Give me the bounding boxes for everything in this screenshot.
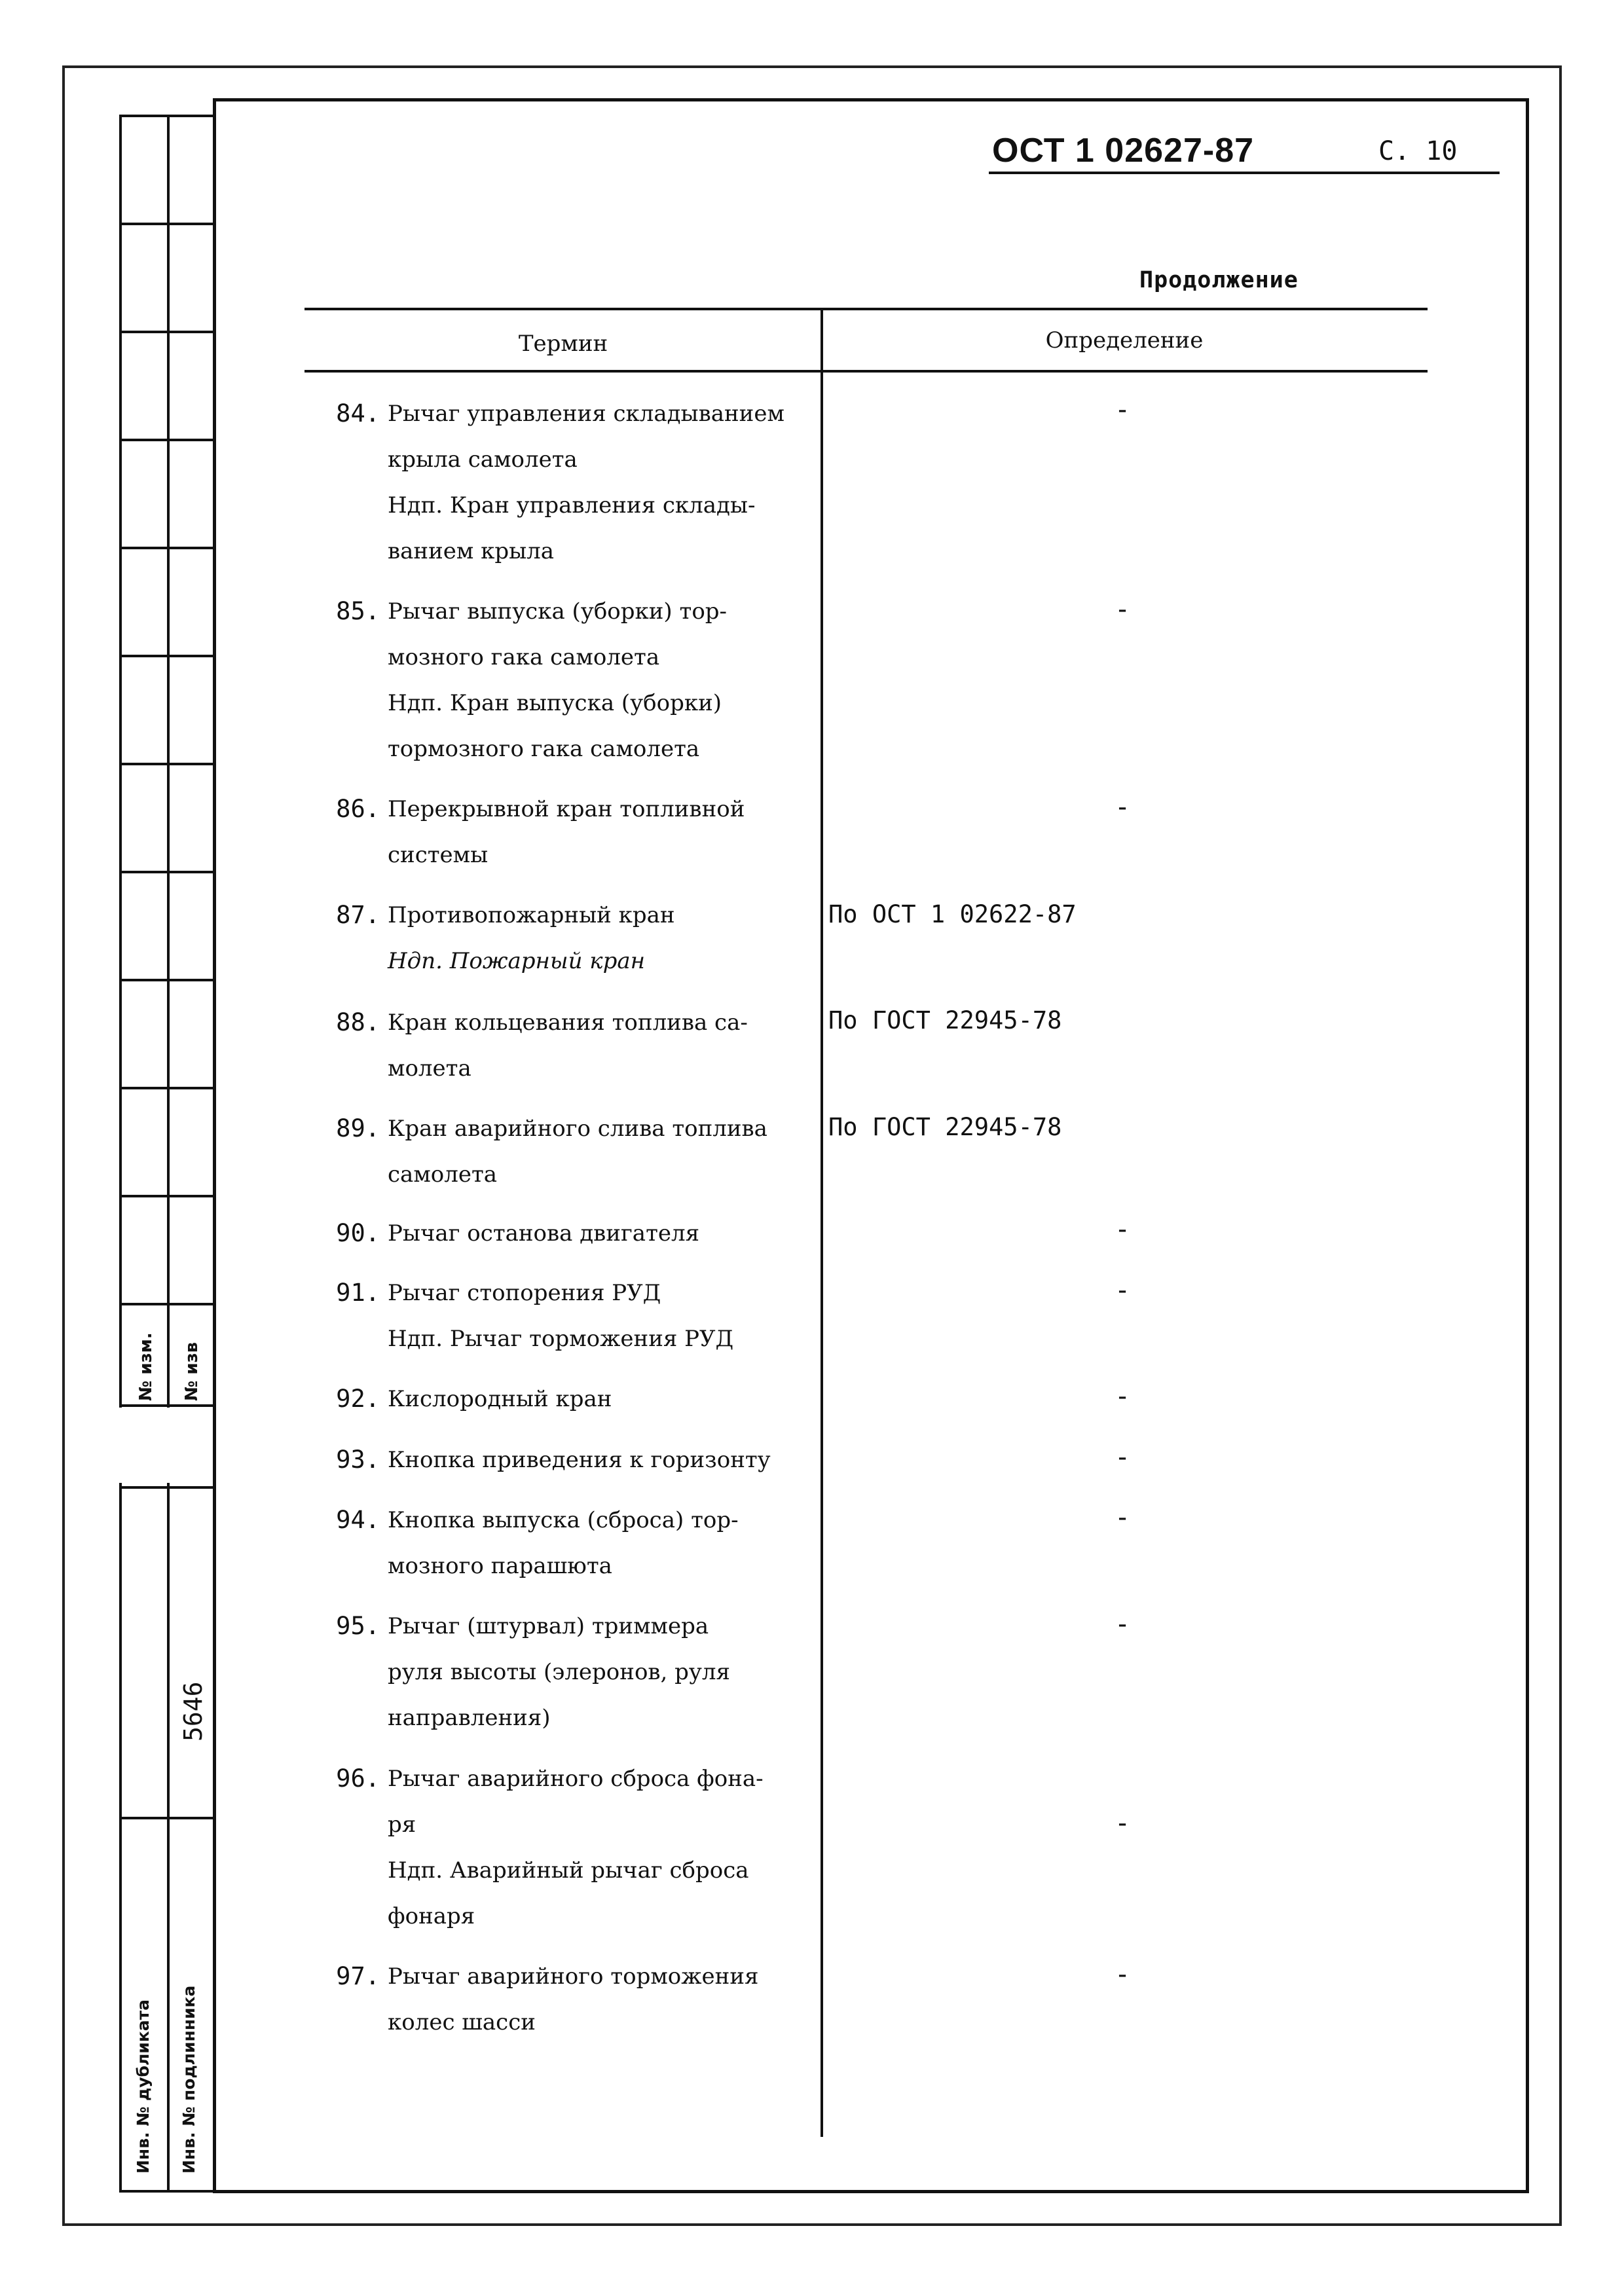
column-header-definition: Определение [1045,327,1204,354]
term-number: 90. [336,1219,380,1247]
term-line: Рычаг останова двигателя [388,1220,700,1247]
duplicate-inventory-label: Инв. № дубликата [134,1999,153,2174]
term-number: 97. [336,1962,380,1990]
definition-value: - [1115,1503,1131,1533]
definition-value: - [1115,792,1131,822]
term-number: 94. [336,1506,380,1534]
term-line: тормозного гака самолета [388,736,700,762]
term-number: 88. [336,1008,380,1036]
term-line: руля высоты (элеронов, руля [388,1659,730,1685]
term-line: крыла самолета [388,446,578,473]
term-line: Ндп. Аварийный рычаг сброса [388,1857,749,1884]
term-line: мозного гака самолета [388,644,660,670]
term-line: Ндп. Кран выпуска (уборки) [388,690,722,716]
original-inventory-number: 5646 [179,1681,208,1741]
definition-value: По ОСТ 1 02622-87 [828,900,1077,928]
term-line: Рычаг аварийного торможения [388,1963,759,1990]
term-line: молета [388,1055,471,1082]
term-line: Рычаг (штурвал) триммера [388,1613,709,1639]
definition-value: - [1115,594,1131,625]
document-code: ОСТ 1 02627-87 [992,132,1255,170]
definition-value: - [1115,1442,1131,1472]
term-number: 96. [336,1764,380,1793]
column-header-term: Термин [518,331,608,357]
term-line: Ндп. Пожарный кран [388,948,646,974]
definition-value: - [1115,1609,1131,1639]
definition-value: - [1115,1214,1131,1245]
term-number: 85. [336,597,380,625]
definition-value: По ГОСТ 22945-78 [828,1006,1062,1034]
definition-value: - [1115,395,1131,425]
term-line: фонаря [388,1903,475,1929]
term-line: направления) [388,1705,551,1731]
definition-value: - [1115,1959,1131,1990]
term-number: 91. [336,1279,380,1307]
term-number: 95. [336,1612,380,1640]
term-line: Кнопка приведения к горизонту [388,1447,771,1473]
term-number: 87. [336,901,380,929]
term-line: Ндп. Рычаг торможения РУД [388,1326,734,1352]
term-line: мозного парашюта [388,1553,612,1579]
term-number: 84. [336,399,380,428]
continuation-label: Продолжение [1139,267,1299,293]
original-inventory-label: Инв. № подлинника [179,1985,198,2174]
term-line: системы [388,842,489,868]
change-number-label: № изм. [136,1332,156,1401]
term-line: ря [388,1812,416,1838]
term-line: Кнопка выпуска (сброса) тор- [388,1507,739,1533]
table-top-rule [304,308,1428,310]
table-column-divider [821,310,823,2137]
term-line: Рычаг выпуска (уборки) тор- [388,598,728,625]
definition-value: По ГОСТ 22945-78 [828,1113,1062,1141]
term-line: Рычаг управления складыванием [388,401,784,427]
definition-value: - [1115,1381,1131,1412]
term-number: 92. [336,1385,380,1413]
definition-value: - [1115,1275,1131,1305]
table-header-rule [304,370,1428,373]
term-line: Ндп. Кран управления склады- [388,492,756,519]
term-number: 89. [336,1114,380,1142]
term-line: Рычаг стопорения РУД [388,1280,661,1306]
term-line: колес шасси [388,2009,536,2035]
term-line: Кран кольцевания топлива са- [388,1010,748,1036]
term-line: Кислородный кран [388,1386,612,1412]
term-line: Рычаг аварийного сброса фона- [388,1766,764,1792]
header-underline [989,172,1500,174]
definition-value: - [1115,1808,1131,1838]
notice-number-label: № изв [182,1341,202,1401]
term-line: Перекрывной кран топливной [388,796,745,822]
page-number: С. 10 [1378,136,1458,166]
term-number: 93. [336,1446,380,1474]
term-line: Противопожарный кран [388,902,675,928]
term-line: ванием крыла [388,538,555,564]
term-line: Кран аварийного слива топлива [388,1116,767,1142]
term-number: 86. [336,795,380,823]
term-line: самолета [388,1161,498,1188]
